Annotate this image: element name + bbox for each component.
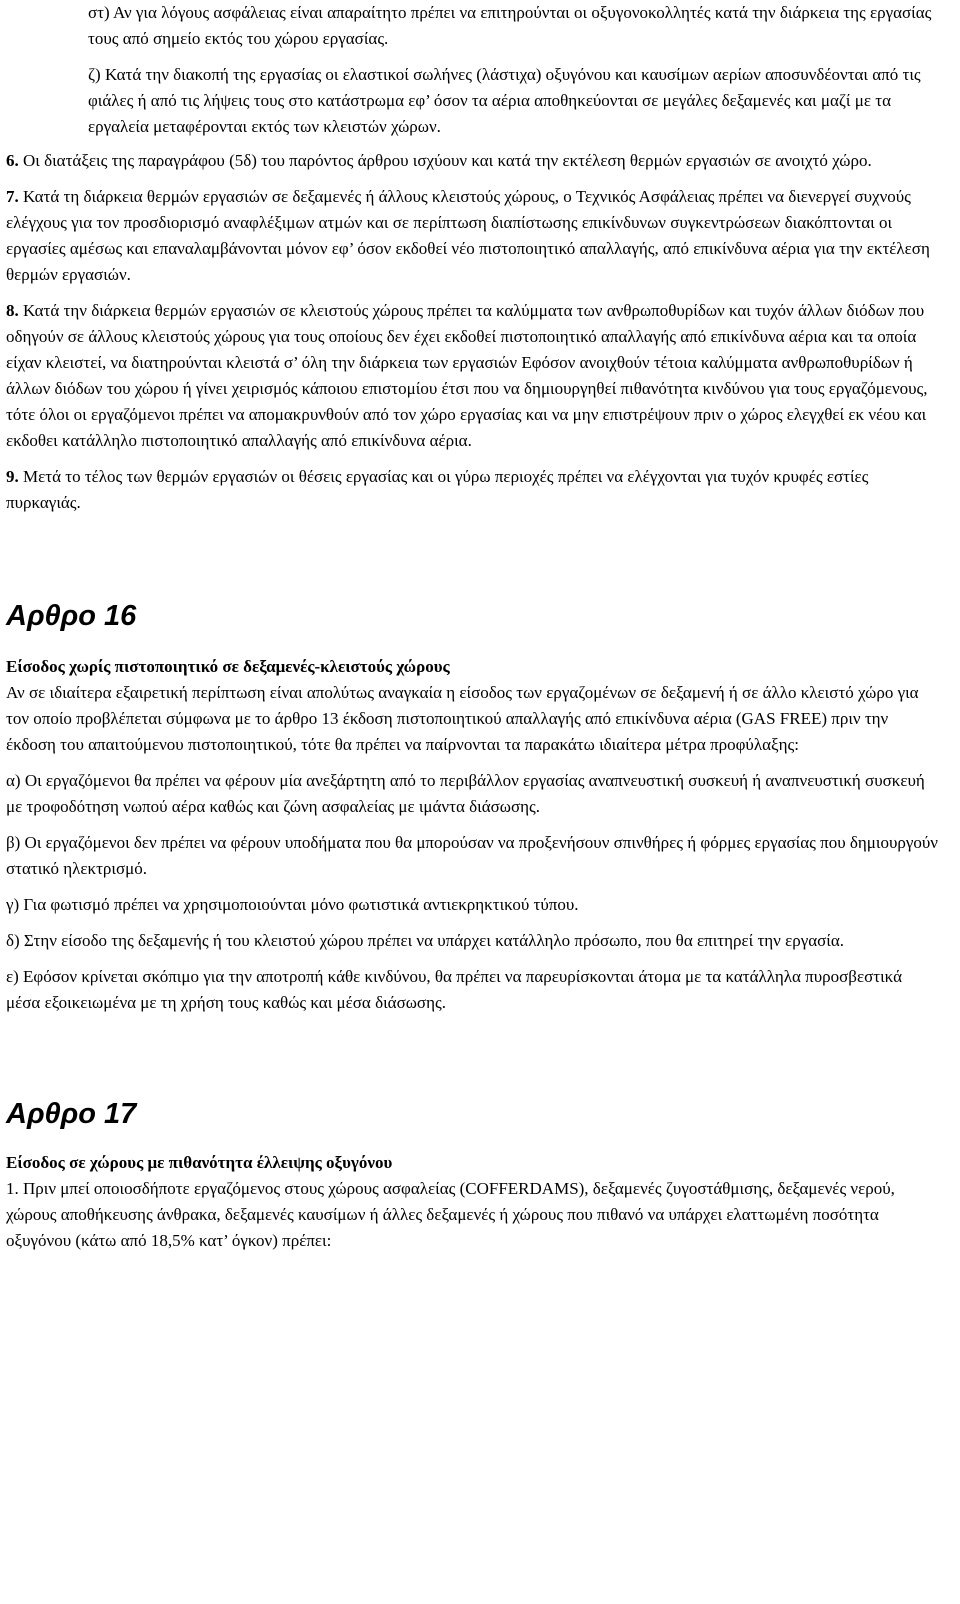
- item-6: [6, 148, 938, 174]
- item-8: [6, 298, 938, 454]
- item-number: 9.: [6, 467, 19, 486]
- article-16-subtitle: Είσοδος χωρίς πιστοποιητικό σε δεξαμενές-κλειστούς χώρους: [6, 657, 450, 676]
- item-text: Κατά την διάρκεια θερμών εργασιών σε κλειστούς χώρους πρέπει τα καλύμματα των ανθρωποθυρίδων και τυχόν άλλων διόδων που οδηγούν σε άλλους κλειστούς χώρους για τους οποίους δεν έχει εκδοθεί πιστοποιητικό απαλλαγής από επικίνδυνα αέρια και τα οποία είχαν κλειστεί, να διατηρούνται κλειστά σ’ όλη την διάρκεια των εργασιών Εφόσον ανοιχθούν τέτοια καλύμματα ανθρωποθυρίδων ή άλλων διόδων του χώρου ή γίνει χειρισμός κάποιου επιστομίου έτσι που να δημιουργηθεί πιθανότητα κινδύνου για τους εργαζόμενους, τότε όλοι οι εργαζόμενοι πρέπει να απομακρυνθούν από τον χώρο εργασίας και να μην επιστρέψουν πριν ο χώρος ελεγχθεί εκ νέου και εκδοθει κατάλληλο πιστοποιητικό απαλλαγής από επικίνδυνα αέρια.: [6, 301, 928, 450]
- item-text: Μετά το τέλος των θερμών εργασιών οι θέσεις εργασίας και οι γύρω περιοχές πρέπει να ελέγχονται για τυχόν κρυφές εστίες πυρκαγιάς.: [6, 467, 869, 512]
- article-16-item-c: γ) Για φωτισμό πρέπει να χρησιμοποιούνται μόνο φωτιστικά αντιεκρηκτικού τύπου.: [6, 895, 579, 914]
- item-text: Πριν μπεί οποιοσδήποτε εργαζόμενος στους χώρους ασφαλείας (COFFERDAMS), δεξαμενές ζυγοστάθμισης, δεξαμενές νερού, χώρους αποθήκευσης άνθρακα, δεξαμενές καυσίμων ή άλλες δεξαμενές ή χώρους που πιθανό να υπάρχει ελαττωμένη ποσότητα οξυγόνου (κάτω από 18,5% κατ’ όγκον) πρέπει:: [6, 1179, 895, 1250]
- article-16-item-e: ε) Εφόσον κρίνεται σκόπιμο για την αποτροπή κάθε κινδύνου, θα πρέπει να παρευρίσκονται άτομα με τα κατάλληλα πυροσβεστικά μέσα εξοικειωμένα με τη χρήση τους καθώς και μέσα διάσωσης.: [6, 967, 902, 1012]
- item-text: Οι διατάξεις της παραγράφου (5δ) του παρόντος άρθρου ισχύουν και κατά την εκτέλεση θερμών εργασιών σε ανοιχτό χώρο.: [18, 151, 872, 170]
- article-16-heading: Αρθρο 16: [6, 600, 137, 632]
- article-17-item-1: [6, 1176, 938, 1254]
- article-17-heading: Αρθρο 17: [6, 1098, 137, 1130]
- article-16-item-a: α) Οι εργαζόμενοι θα πρέπει να φέρουν μία ανεξάρτητη από το περιβάλλον εργασίας αναπνευστική συσκευή ή αναπνευστική συσκευή με τροφοδότηση νωπού αέρα καθώς και ζώνη ασφαλείας με ιμάντα διάσωσης.: [6, 771, 925, 816]
- item-number: 6.: [6, 151, 19, 170]
- item-number: 8.: [6, 301, 19, 320]
- item-number: 1.: [6, 1179, 19, 1198]
- item-text: Κατά τη διάρκεια θερμών εργασιών σε δεξαμενές ή άλλους κλειστούς χώρους, ο Τεχνικός Ασφάλειας πρέπει να διενεργεί συχνούς ελέγχους για τον προσδιορισμό αναφλέξιμων ατμών και σε περίπτωση διαπίστωσης επικίνδυνων συγκεντρώσεων διακόπτονται οι εργασίες αμέσως και επαναλαμβάνονται μόνον εφ’ όσον εκδοθεί νέο πιστοποιητικό απαλλαγής, από επικίνδυνα αέρια για την εκτέλεση θερμών εργασιών.: [6, 187, 930, 284]
- paragraph-st: στ) Αν για λόγους ασφάλειας είναι απαραίτητο πρέπει να επιτηρούνται οι οξυγονοκολλητές κατά την διάρκεια της εργασίας τους από σημείο εκτός του χώρου εργασίας.: [88, 3, 932, 48]
- item-number: 7.: [6, 187, 19, 206]
- article-16-intro: Αν σε ιδιαίτερα εξαιρετική περίπτωση είναι απολύτως αναγκαία η είσοδος των εργαζομένων σε δεξαμενή ή σε άλλο κλειστό χώρο για τον οποίο προβλέπεται σύμφωνα με το άρθρο 13 έκδοση πιστοποιητικού απαλλαγής από επικίνδυνα αέρια (GAS FREE) πριν την έκδοση του απαιτούμενου πιστοποιητικού, τότε θα πρέπει να παίρνονται τα παρακάτω ιδιαίτερα μέτρα προφύλαξης:: [6, 683, 919, 754]
- paragraph-z: ζ) Κατά την διακοπή της εργασίας οι ελαστικοί σωλήνες (λάστιχα) οξυγόνου και καυσίμων αερίων αποσυνδέονται από τις φιάλες ή από τις λήψεις τους στο κατάστρωμα εφ’ όσον τα αέρια αποθηκεύονται σε μεγάλες δεξαμενές και μαζί με τα εργαλεία μεταφέρονται εκτός των κλειστών χώρων.: [88, 65, 921, 136]
- item-7: [6, 184, 938, 288]
- article-17-subtitle: Είσοδος σε χώρους με πιθανότητα έλλειψης οξυγόνου: [6, 1153, 393, 1172]
- item-9: [6, 464, 938, 516]
- article-16-item-b: β) Οι εργαζόμενοι δεν πρέπει να φέρουν υποδήματα που θα μπορούσαν να προξενήσουν σπινθήρες ή φόρμες εργασίας που δημιουργούν στατικό ηλεκτρισμό.: [6, 833, 938, 878]
- article-16-item-d: δ) Στην είσοδο της δεξαμενής ή του κλειστού χώρου πρέπει να υπάρχει κατάλληλο πρόσωπο, που θα επιτηρεί την εργασία.: [6, 931, 845, 950]
